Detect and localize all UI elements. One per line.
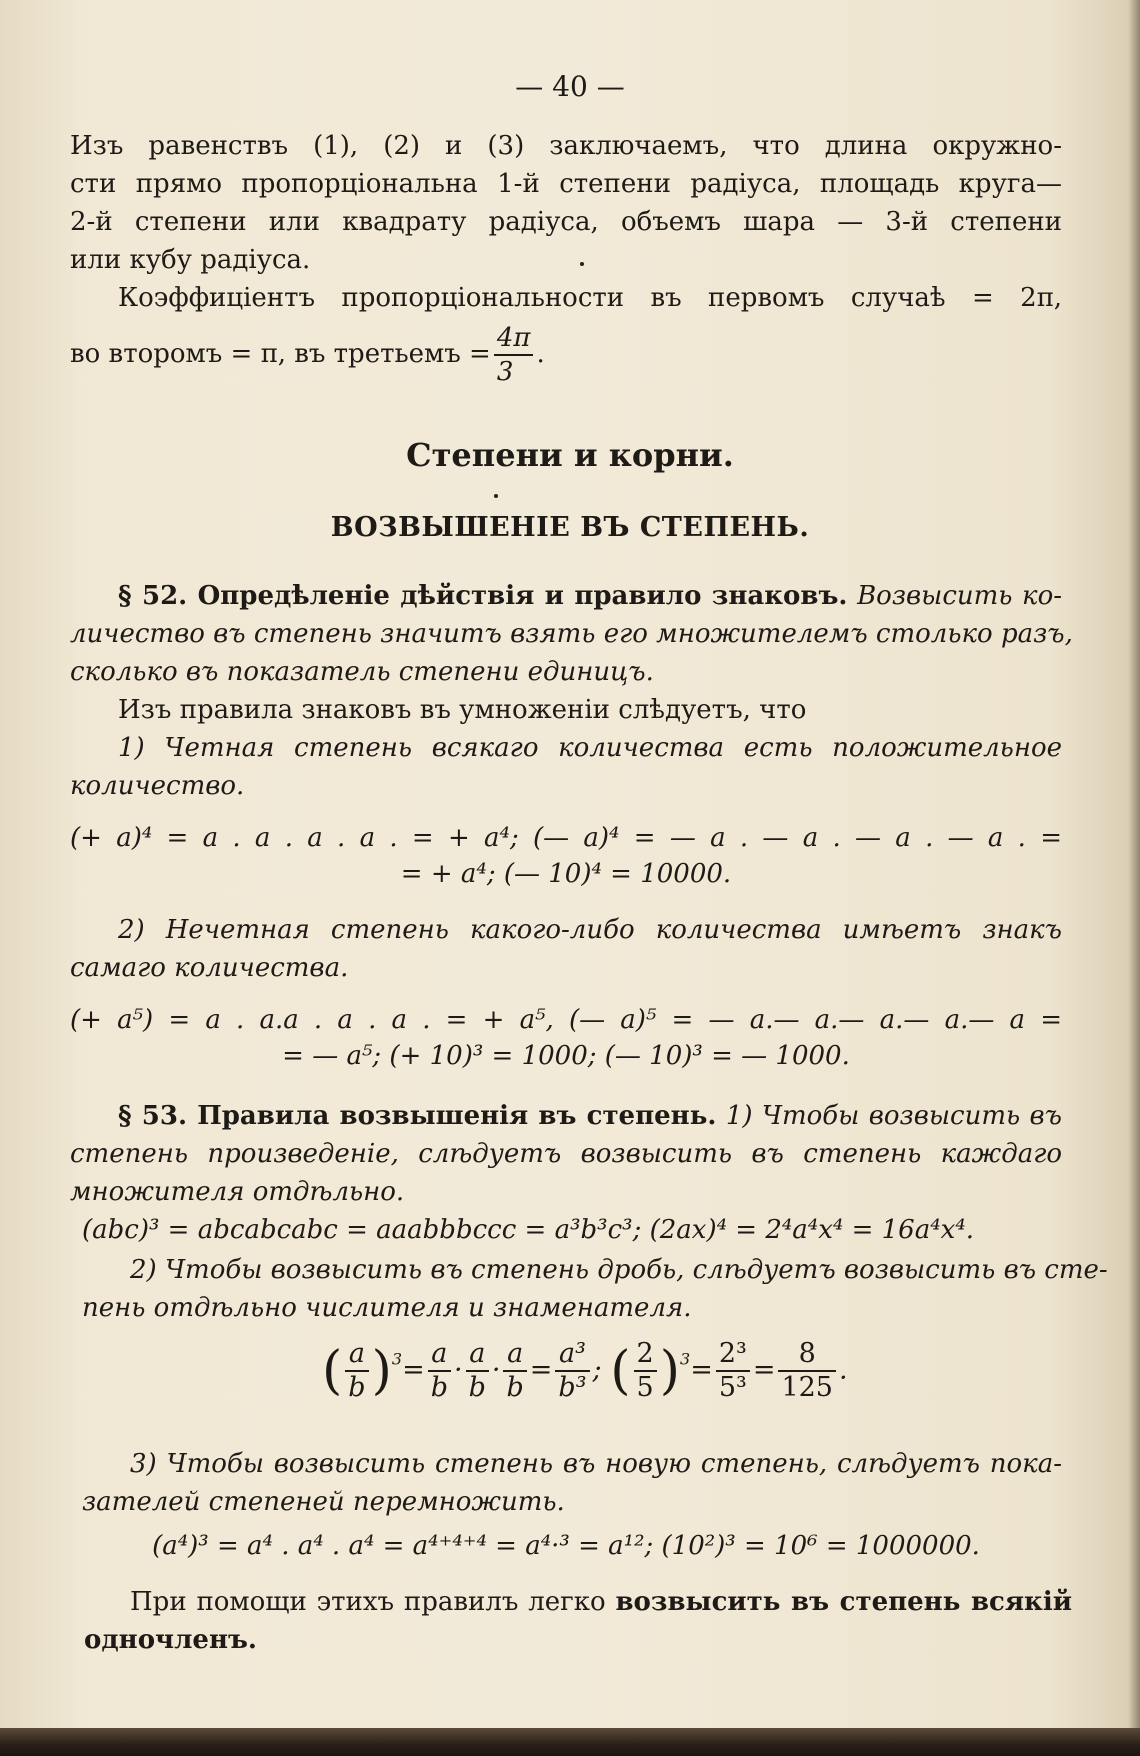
intro-line-6	[70, 318, 1062, 390]
frac-8: 8	[778, 1338, 836, 1372]
frac-a-b-1	[428, 1338, 451, 1404]
formula-1-line-1: (+ a)⁴ = a . a . a . a . = + a⁴; (— a)⁴ = — a . — a . — a . — a . =	[70, 823, 1062, 853]
formula-2-line-1: (+ a⁵) = a . a.a . a . a . = + a⁵, (— a)⁵ = — a.— a.— a.— a.— a =	[70, 1005, 1062, 1035]
formula-4	[322, 1338, 848, 1404]
frac-numerator: 4π	[494, 322, 534, 356]
frac-b3: b³	[558, 1372, 587, 1403]
s52-title: § 52. Опредѣленіе дѣйствія и правило знаковъ.	[118, 581, 848, 611]
final-line-2: одночленъ.	[84, 1625, 257, 1655]
s53-rule2-line-1: 2) Чтобы возвысить въ степень дробь, слѣдуетъ возвысить въ сте-	[130, 1255, 1108, 1285]
frac-23-53	[716, 1338, 750, 1404]
s53-line-3: множителя отдѣльно.	[70, 1177, 405, 1207]
frac-53: 5³	[718, 1372, 747, 1403]
frac-2-5	[634, 1338, 657, 1404]
frac-b-1: b	[430, 1372, 448, 1403]
page-bottom-edge	[0, 1728, 1140, 1756]
frac-b-3: b	[506, 1372, 524, 1403]
frac-a3: a³	[555, 1338, 589, 1372]
eq-2: =	[529, 1354, 553, 1386]
frac-5: 5	[636, 1372, 654, 1403]
section-heading: ВОЗВЫШЕНІЕ ВЪ СТЕПЕНЬ.	[330, 512, 810, 543]
s53-line-1-rest: 1) Чтобы возвысить въ	[725, 1101, 1063, 1131]
formula-2-line-2: = — a⁵; (+ 10)³ = 1000; (— 10)³ = — 1000.	[282, 1041, 850, 1071]
frac-b-2: b	[468, 1372, 486, 1403]
exp-3: 3	[391, 1349, 403, 1369]
frac-8-125	[778, 1338, 836, 1404]
semicolon: ;	[592, 1354, 602, 1386]
frac-2: 2	[634, 1338, 657, 1372]
s52-rule2-line-2: самаго количества.	[70, 953, 349, 983]
intro-line-1: Изъ равенствъ (1), (2) и (3) заключаемъ, что длина окружно-	[70, 131, 1062, 161]
frac-b: b	[348, 1372, 366, 1403]
intro-line-2: сти прямо пропорціональна 1-й степени радіуса, площадь круга—	[70, 169, 1062, 199]
s52-line-4: Изъ правила знаковъ въ умноженіи слѣдуетъ, что	[118, 695, 807, 725]
s52-line-1-rest: Возвысить ко-	[857, 581, 1063, 611]
frac-a-b-3	[503, 1338, 526, 1404]
intro-line-3: 2-й степени или квадрату радіуса, объемъ шара — 3-й степени	[70, 207, 1062, 237]
speck-2	[580, 262, 584, 266]
page-edge-shadow	[1128, 0, 1140, 1756]
s52-line-2: личество въ степень значитъ взять его множителемъ столько разъ,	[70, 619, 1073, 649]
frac-a-3: a	[503, 1338, 526, 1372]
chapter-heading: Степени и корни.	[406, 436, 734, 474]
s53-line-2: степень произведеніе, слѣдуетъ возвысить въ степень каждаго	[70, 1139, 1062, 1169]
final-bold: возвысить въ степень всякій	[615, 1587, 1072, 1617]
left-paren: (	[322, 1341, 343, 1401]
frac-a-b-2	[466, 1338, 489, 1404]
page-number: — 40 —	[515, 70, 625, 103]
frac-a-b	[345, 1338, 368, 1404]
dot-2: ·	[491, 1354, 501, 1386]
frac-denominator: 3	[496, 357, 514, 387]
s53-rule3-line-2: зателей степеней перемножить.	[82, 1487, 565, 1517]
final-prefix: При помощи этихъ правилъ легко	[130, 1587, 606, 1617]
s52-rule1-line-1: 1) Четная степень всякаго количества есть положительное	[118, 733, 1062, 763]
formula-4-end: .	[839, 1354, 848, 1386]
s53-rule3-line-1: 3) Чтобы возвысить степень въ новую степень, слѣдуетъ пока-	[130, 1449, 1062, 1479]
formula-5: (a⁴)³ = a⁴ . a⁴ . a⁴ = a⁴⁺⁴⁺⁴ = a⁴·³ = a¹²; (10²)³ = 10⁶ = 1000000.	[152, 1531, 980, 1561]
exp-3-2: 3	[680, 1349, 691, 1369]
intro-line-5: Коэффиціентъ пропорціональности въ первомъ случаѣ = 2π,	[118, 283, 1062, 313]
left-paren-2: (	[610, 1341, 631, 1401]
formula-3: (abc)³ = abcabcabc = aaabbbccc = a³b³c³; (2ax)⁴ = 2⁴a⁴x⁴ = 16a⁴x⁴.	[82, 1215, 974, 1245]
frac-a3-b3	[555, 1338, 589, 1404]
frac-a-1: a	[428, 1338, 451, 1372]
speck	[494, 494, 498, 498]
right-paren-2: )	[659, 1341, 680, 1401]
s53-line-1	[118, 1098, 1062, 1134]
right-paren: )	[371, 1341, 392, 1401]
four-pi-over-three	[494, 322, 534, 388]
s53-rule2-line-2: пень отдѣльно числителя и знаменателя.	[82, 1293, 692, 1323]
s52-rule2-line-1: 2) Нечетная степень какого-либо количества имѣетъ знакъ	[118, 915, 1062, 945]
s52-line-3: сколько въ показатель степени единицъ.	[70, 657, 654, 687]
s52-line-1	[118, 578, 1062, 614]
final-line-1	[130, 1584, 1072, 1620]
s52-rule1-line-2: количество.	[70, 771, 245, 801]
dot-1: ·	[454, 1354, 463, 1386]
intro-line-6-suffix: .	[536, 339, 545, 369]
intro-line-4: или кубу радіуса.	[70, 245, 311, 275]
eq-3: =	[690, 1354, 713, 1386]
eq-1: =	[402, 1354, 425, 1386]
intro-line-6-prefix: во второмъ = π, въ третьемъ =	[70, 339, 491, 369]
frac-125: 125	[781, 1372, 833, 1403]
eq-4: =	[752, 1354, 776, 1386]
frac-a-2: a	[466, 1338, 489, 1372]
s53-title: § 53. Правила возвышенія въ степень.	[118, 1101, 717, 1131]
frac-23: 2³	[716, 1338, 750, 1372]
formula-1-line-2: = + a⁴; (— 10)⁴ = 10000.	[400, 859, 732, 889]
frac-a: a	[345, 1338, 368, 1372]
